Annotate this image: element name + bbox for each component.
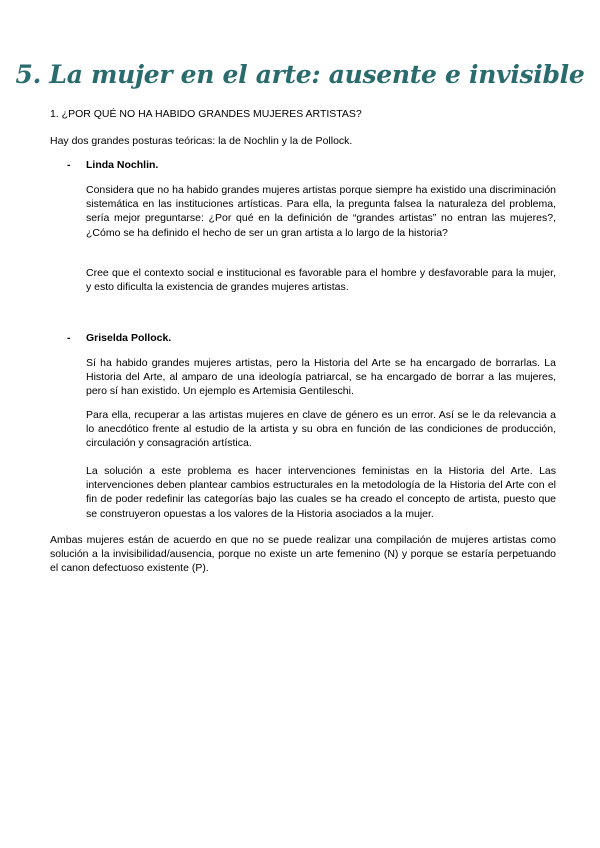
conclusion-paragraph: Ambas mujeres están de acuerdo en que no se puede realizar una compilación de mujeres artistas como solución a la invisibilidad/ausencia, porque no existe un arte femenino (N) y porque se estaría perpetuando el canon defectuoso existente (P).	[50, 534, 556, 575]
nochlin-paragraph-1: Considera que no ha habido grandes mujeres artistas porque siempre ha existido una discriminación sistemática en las instituciones artísticas. Para ella, la pregunta falsea la naturaleza del problema, sería mejor preguntarse: ¿Por qué en la definición de “grandes artistas” no entran las mujeres?, ¿Cómo se ha definido el hecho de ser un gran artista a lo largo de la historia?	[86, 184, 556, 239]
bullet-name-nochlin: Linda Nochlin.	[86, 159, 159, 171]
pollock-paragraph-3: La solución a este problema es hacer intervenciones feministas en la Historia del Arte. Las intervenciones deben plantear cambios estructurales en la metodología de la Historia del Arte con el fin de poder redefinir las categorías bajo las cuales se ha creado el concepto de artista, puesto que se construyeron opuestas a los valores de la Historia asociados a la mujer.	[86, 465, 556, 520]
bullet-dash-nochlin: -	[67, 159, 71, 171]
bullet-dash-pollock: -	[67, 332, 71, 344]
nochlin-paragraph-2: Cree que el contexto social e institucional es favorable para el hombre y desfavorable para la mujer, y esto dificulta la existencia de grandes mujeres artistas.	[86, 267, 556, 294]
bullet-name-pollock: Griselda Pollock.	[86, 332, 172, 344]
section-question-heading: 1. ¿POR QUÉ NO HA HABIDO GRANDES MUJERES ARTISTAS?	[50, 108, 362, 120]
pollock-paragraph-2: Para ella, recuperar a las artistas mujeres en clave de género es un error. Así se le da relevancia a lo anecdótico frente al estudio de la artista y su obra en función de las condiciones de producción, circulación y consagración artística.	[86, 409, 556, 450]
page-title: 5. La mujer en el arte: ausente e invisible	[15, 60, 585, 89]
pollock-paragraph-1: Sí ha habido grandes mujeres artistas, pero la Historia del Arte se ha encargado de borrarlas. La Historia del Arte, al amparo de una ideología patriarcal, se ha encargado de borrar a las mujeres, pero sí han existido. Un ejemplo es Artemisia Gentileschi.	[86, 357, 556, 398]
intro-paragraph: Hay dos grandes posturas teóricas: la de Nochlin y la de Pollock.	[50, 135, 353, 147]
